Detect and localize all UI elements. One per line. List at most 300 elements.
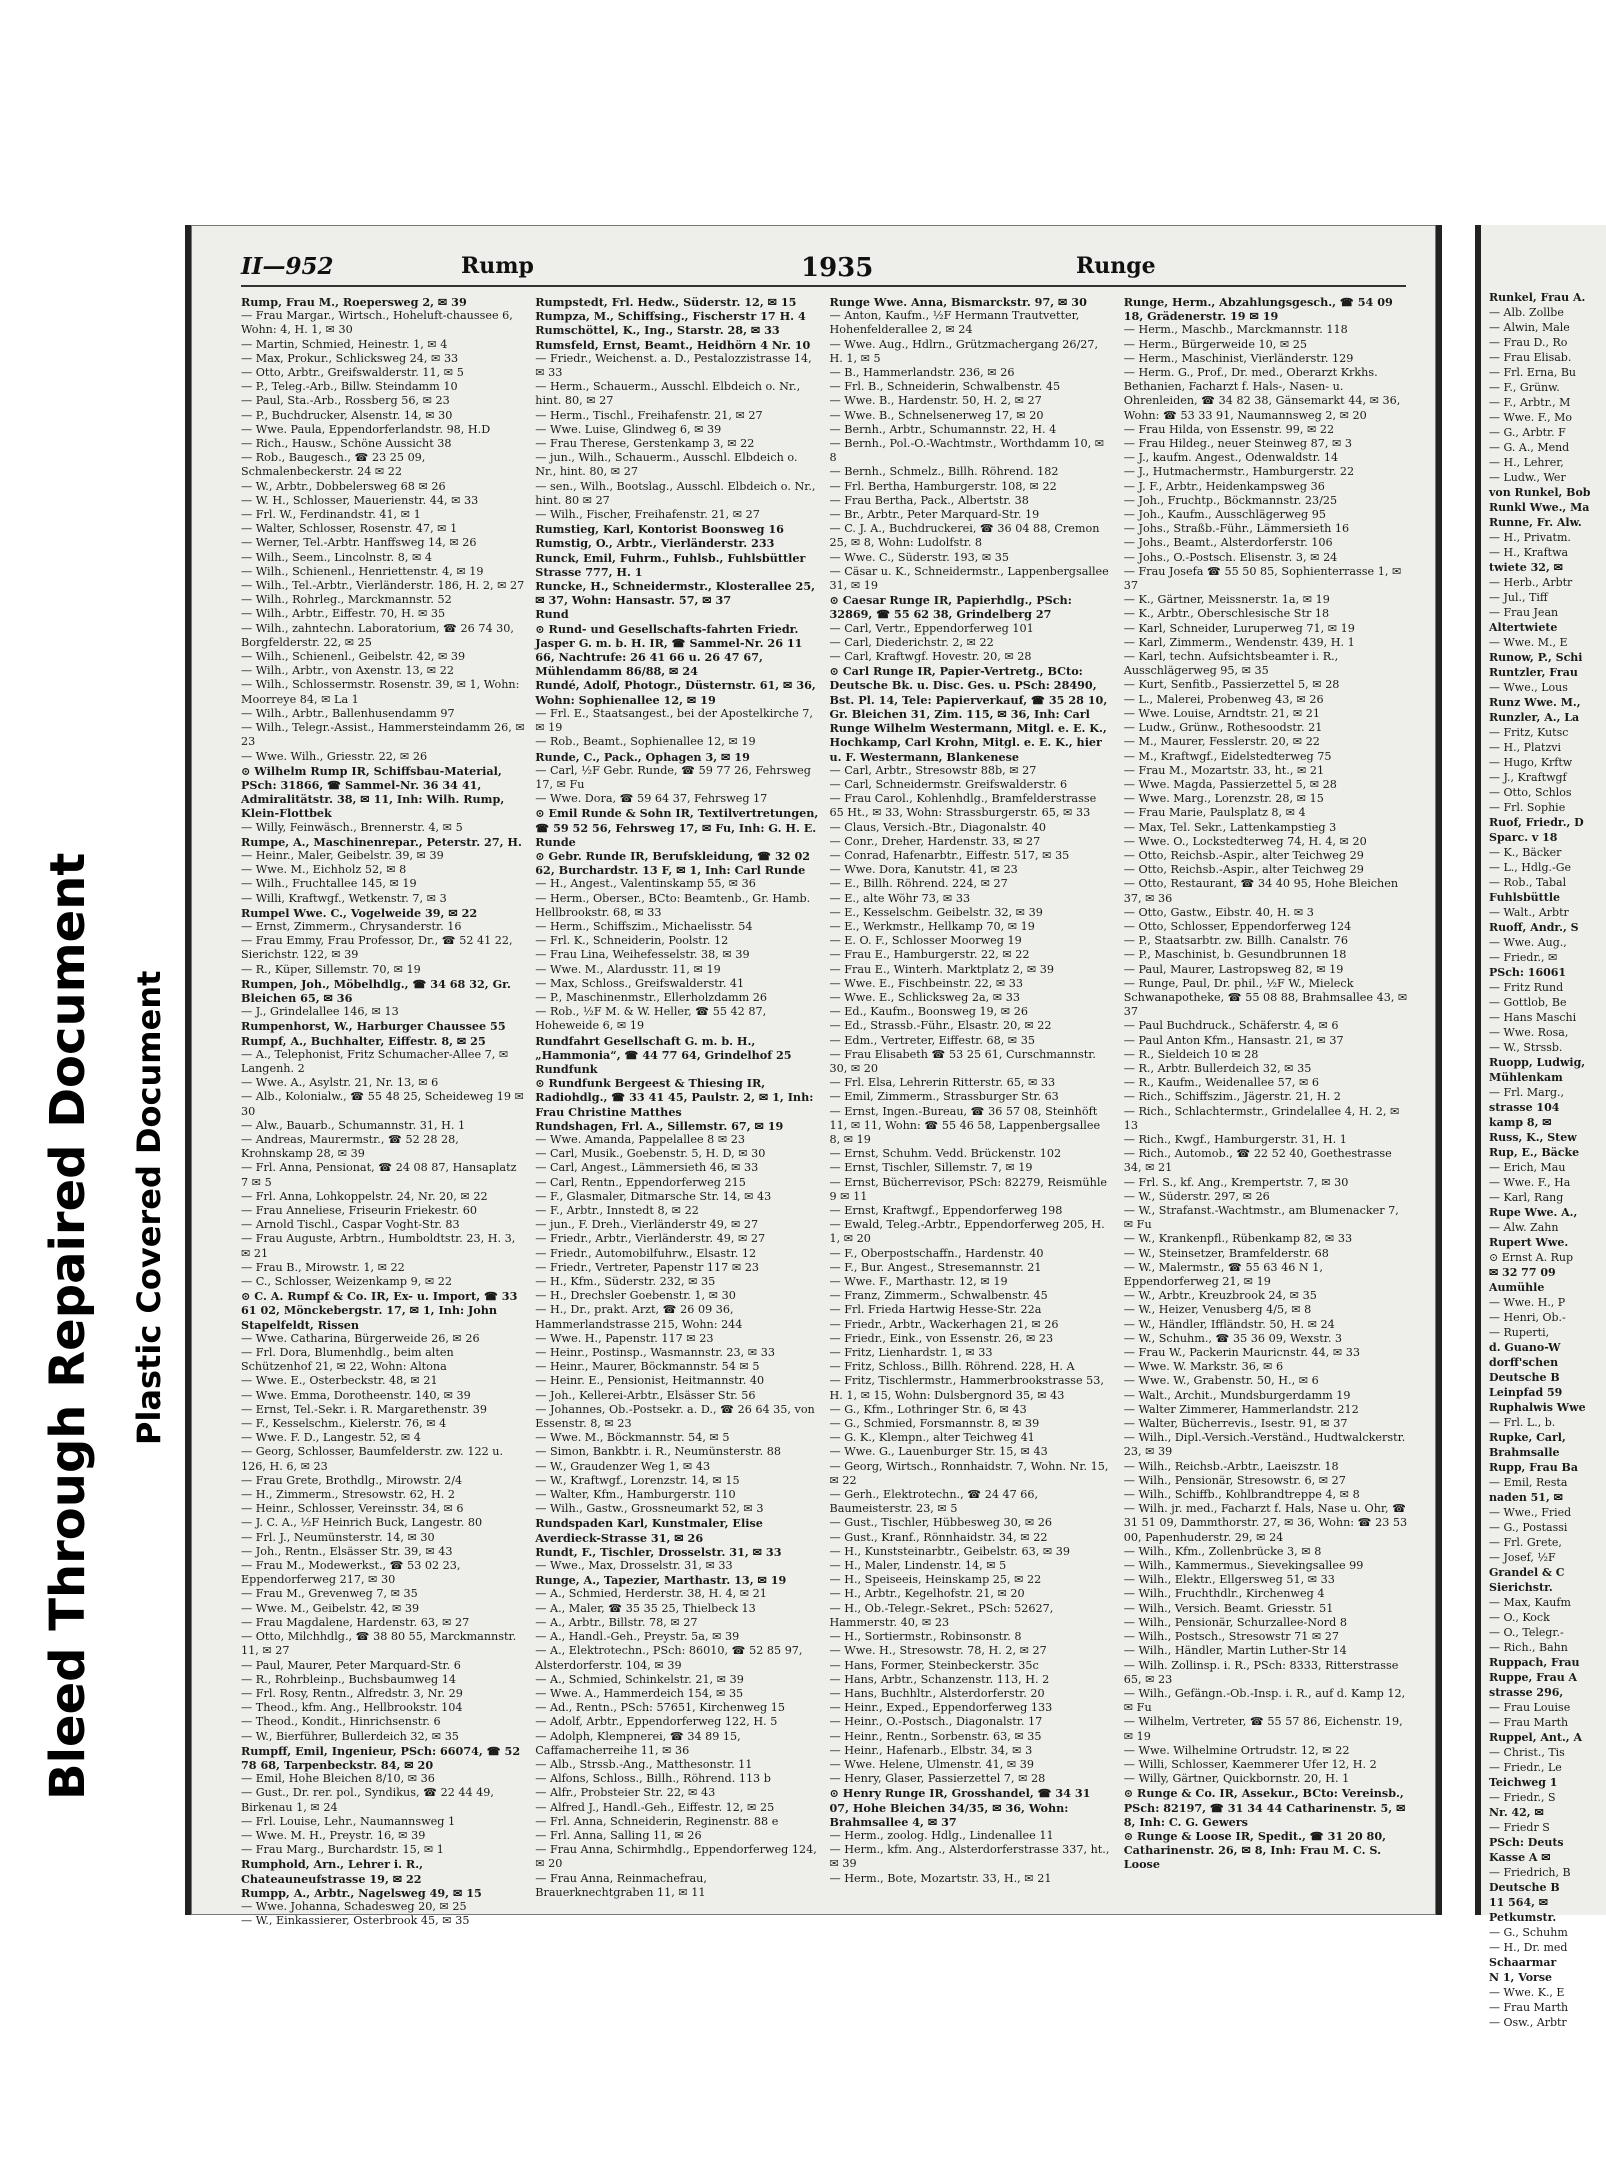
directory-entry: — Frl. Dora, Blumenhdlg., beim alten Schützenhof 21, ✉ 22, Wohn: Altona	[241, 1346, 454, 1374]
directory-entry: — Carl, Angest., Lämmersieth 46, ✉ 33	[535, 1161, 759, 1175]
directory-entry: — Wwe. B., Schnelsenerweg 17, ✉ 20	[829, 408, 1044, 422]
directory-entry: — Frau M., Mozartstr. 33, ht., ✉ 21	[1123, 763, 1325, 777]
directory-entry: — Paul, Sta.-Arb., Rossberg 56, ✉ 23	[241, 394, 450, 408]
directory-entry: — H., Maler, Lindenstr. 14, ✉ 5	[829, 1559, 1007, 1573]
header-year: 1935	[801, 253, 874, 283]
directory-entry: — Otto, Reichsb.-Aspir., alter Teichweg 29	[1123, 848, 1364, 862]
stamp-line-1: Bleed Through Repaired Document	[40, 852, 96, 1800]
directory-entry: — Frau Therese, Gerstenkamp 3, ✉ 22	[535, 437, 755, 451]
directory-entry: — R., Rohrbleinp., Buchsbaumweg 14	[241, 1672, 456, 1686]
directory-entry: — Max, Tel. Sekr., Lattenkampstieg 3	[1123, 820, 1337, 834]
directory-entry: — Wwe. A., Hammerdeich 154, ✉ 35	[535, 1686, 744, 1700]
directory-entry: — Wilh. Zollinsp. i. R., PSch: 8333, Ritterstrasse 65, ✉ 23	[1123, 1658, 1399, 1686]
directory-entry: — Wilh., Tel.-Arbtr., Vierländerstr. 186, H. 2, ✉ 27	[241, 579, 525, 593]
adjacent-entry: Rup, E., Bäcke	[1489, 1146, 1580, 1159]
adjacent-entry: — Wwe. K., E	[1489, 1986, 1565, 1999]
directory-entry: — P., Maschinenmstr., Ellerholzdamm 26	[535, 990, 768, 1004]
directory-entry: — Paul Buchdruck., Schäferstr. 4, ✉ 6	[1123, 1019, 1339, 1033]
directory-entry: — Arnold Tischl., Caspar Voght-Str. 83	[241, 1218, 460, 1232]
adjacent-entry: Runkel, Frau A.	[1489, 291, 1586, 304]
directory-entry: — Wwe. Aug., Hdlrn., Grützmachergang 26/27, H. 1, ✉ 5	[829, 337, 1099, 365]
directory-entry: — Andreas, Maurermstr., ☎ 52 28 28, Krohnskamp 28, ✉ 39	[241, 1132, 459, 1161]
directory-entry: — Walter Zimmerer, Hammerlandstr. 212	[1123, 1402, 1359, 1416]
directory-entry: — Carl, Kraftwgf. Hovestr. 20, ✉ 28	[829, 650, 1032, 664]
directory-entry: — Emil, Hohe Bleichen 8/10, ✉ 36	[241, 1772, 435, 1786]
directory-entry: — Rich., Hausw., Schöne Aussicht 38	[241, 437, 452, 451]
directory-entry: — Frau E., Winterh. Marktplatz 2, ✉ 39	[829, 962, 1054, 976]
directory-entry: Rundfahrt Gesellschaft G. m. b. H., „Hammonia“, ☎ 44 77 64, Grindelhof 25	[535, 1033, 792, 1062]
directory-entry: — M., Maurer, Fesslerstr. 20, ✉ 22	[1123, 735, 1320, 749]
directory-entry: — Werner, Tel.-Arbtr. Hanffsweg 14, ✉ 26	[241, 536, 477, 550]
directory-entry: — Frau Grete, Brothdlg., Mirowstr. 2/4	[241, 1473, 463, 1487]
adjacent-entry: — H., Kraftwa	[1489, 546, 1569, 559]
directory-entry: — Frl. Louise, Lehr., Naumannsweg 1	[241, 1814, 456, 1828]
adjacent-entry: Rupert Wwe.	[1489, 1236, 1569, 1249]
directory-entry: — Otto, Gastw., Eibstr. 40, H. ✉ 3	[1123, 905, 1314, 919]
directory-entry: — Frau Josefa ☎ 55 50 85, Sophienterrasse 1, ✉ 37	[1123, 564, 1402, 593]
directory-entry: — Wwe. Paula, Eppendorferlandstr. 98, H.D	[241, 422, 491, 436]
directory-entry: — R., Kaufm., Weidenallee 57, ✉ 6	[1123, 1076, 1320, 1090]
adjacent-entry: — Friedr., S	[1489, 1791, 1556, 1804]
adjacent-entry: strasse 296,	[1489, 1686, 1564, 1699]
directory-entry: — A., Maler, ☎ 35 35 25, Thielbeck 13	[535, 1601, 756, 1615]
directory-entry: — Wilh., Seem., Lincolnstr. 8, ✉ 4	[241, 550, 432, 564]
directory-entry: — Herm., Schiffszim., Michaelisstr. 54	[535, 919, 753, 933]
directory-entry: — Wwe. O., Lockstedterweg 74, H. 4, ✉ 20	[1123, 834, 1367, 848]
directory-entry: — Friedr., Arbtr., Wackerhagen 21, ✉ 26	[829, 1317, 1059, 1331]
directory-entry: — Otto, Restaurant, ☎ 34 40 95, Hohe Bleichen 37, ✉ 36	[1123, 877, 1399, 905]
directory-entry: — Heinr., Maurer, Böckmannstr. 54 ✉ 5	[535, 1360, 760, 1374]
adjacent-entry: ⊙ Ernst A. Rup	[1489, 1251, 1573, 1264]
directory-entry: — Wilh., Händler, Martin Luther-Str 14	[1123, 1644, 1347, 1658]
adjacent-entry: Runne, Fr. Alw.	[1489, 516, 1582, 529]
directory-entry: — W., Malermstr., ☎ 55 63 46 N 1, Eppendorferweg 21, ✉ 19	[1123, 1260, 1323, 1289]
directory-entry: ⊙ Henry Runge IR, Grosshandel, ☎ 34 31 07, Hohe Bleichen 34/35, ✉ 36, Wohn: Brahmsallee 4, ✉ 37	[829, 1786, 1091, 1829]
header-left-word: Rump	[461, 253, 534, 279]
directory-entry: — Rich., Automob., ☎ 22 52 40, Goethestrasse 34, ✉ 21	[1123, 1147, 1392, 1175]
directory-entry: — Frau Marg., Burchardstr. 15, ✉ 1	[241, 1843, 444, 1857]
adjacent-entry: — Herb., Arbtr	[1489, 576, 1573, 589]
directory-entry: — Friedr., Eink., von Essenstr. 26, ✉ 23	[829, 1331, 1054, 1345]
adjacent-entry: Rupke, Carl,	[1489, 1431, 1566, 1444]
adjacent-entry: — Friedr., ✉	[1489, 951, 1558, 964]
directory-entry: — W., Strafanst.-Wachtmstr., am Blumenacker 7, ✉ Fu	[1123, 1204, 1399, 1232]
directory-entry: — jun., Wilh., Schauerm., Ausschl. Elbdeich o. Nr., hint. 80, ✉ 27	[535, 451, 798, 479]
directory-entry: — Max, Prokur., Schlicksweg 24, ✉ 33	[241, 351, 459, 365]
adjacent-entry: — Frau Marth	[1489, 1716, 1569, 1729]
directory-entry: — Heinr., Exped., Eppendorferweg 133	[829, 1701, 1053, 1715]
directory-entry: — Frl. B., Schneiderin, Schwalbenstr. 45	[829, 380, 1061, 394]
directory-entry: — Wwe. Wilhelmine Ortrudstr. 12, ✉ 22	[1123, 1743, 1350, 1757]
directory-entry: — Wwe. A., Asylstr. 21, Nr. 13, ✉ 6	[241, 1076, 439, 1090]
adjacent-entry: — Ludw., Wer	[1489, 471, 1566, 484]
directory-entry: — Wilh., Schienenl., Henriettenstr. 4, ✉ 19	[241, 564, 484, 578]
adjacent-entry: Ruoff, Andr., S	[1489, 921, 1579, 934]
directory-entry: — Wilh., Telegr.-Assist., Hammersteindamm 26, ✉ 23	[241, 721, 525, 749]
directory-entry: — Walter, Bücherrevis., Isestr. 91, ✉ 37	[1123, 1417, 1348, 1431]
directory-entry: — G., Kfm., Lothringer Str. 6, ✉ 43	[829, 1402, 1027, 1416]
adjacent-entry: — Frau Louise	[1489, 1701, 1571, 1714]
directory-entry: — Heinr., Hafenarb., Elbstr. 34, ✉ 3	[829, 1743, 1033, 1757]
directory-entry: — Gust., Tischler, Hübbesweg 30, ✉ 26	[829, 1516, 1053, 1530]
directory-entry: Rumpp, A., Arbtr., Nagelsweg 49, ✉ 15	[241, 1885, 482, 1900]
directory-entry: — Paul, Maurer, Peter Marquard-Str. 6	[241, 1658, 461, 1672]
directory-entry: — Edm., Vertreter, Eiffestr. 68, ✉ 35	[829, 1033, 1035, 1047]
directory-entry: — Ad., Rentn., PSch: 57651, Kirchenweg 15	[535, 1701, 785, 1715]
directory-entry: — W., Einkassierer, Osterbrook 45, ✉ 35	[241, 1914, 470, 1928]
adjacent-entry: — Christ., Tis	[1489, 1746, 1565, 1759]
adjacent-entry: — Henri, Ob.-	[1489, 1311, 1566, 1324]
page-number: II—952	[241, 253, 334, 280]
directory-entry: — Ernst, Ingen.-Bureau, ☎ 36 57 08, Steinhöft 11, ✉ 11, Wohn: ☎ 55 46 58, Lappenbergsallee 8, ✉ 19	[829, 1104, 1101, 1146]
directory-entry: — Wilh., zahntechn. Laboratorium, ☎ 26 74 30, Borgfelderstr. 22, ✉ 25	[241, 621, 514, 649]
directory-entry: — Frau Elisabeth ☎ 53 25 61, Curschmannstr. 30, ✉ 20	[829, 1047, 1096, 1075]
page-header	[191, 253, 1436, 283]
directory-entry: — Frau Auguste, Arbtrn., Humboldtstr. 23, H. 3, ✉ 21	[241, 1232, 516, 1260]
adjacent-entry: — Gottlob, Be	[1489, 996, 1567, 1009]
directory-entry: Rumschöttel, K., Ing., Starstr. 28, ✉ 33	[535, 323, 780, 338]
directory-entry: — Rich., Schlachtermstr., Grindelallee 4, H. 2, ✉ 13	[1123, 1104, 1400, 1132]
adjacent-entry: PSch: 16061	[1489, 966, 1567, 979]
directory-entry: — Wilh., Gefängn.-Ob.-Insp. i. R., auf d. Kamp 12, ✉ Fu	[1123, 1686, 1406, 1715]
adjacent-entry: Rupp, Frau Ba	[1489, 1461, 1578, 1474]
adjacent-entry: — Alwin, Male	[1489, 321, 1570, 334]
adjacent-entry: — Osw., Arbtr	[1489, 2016, 1567, 2029]
adjacent-entry: Rupe Wwe. A.,	[1489, 1206, 1578, 1219]
column-4	[1124, 295, 1408, 1928]
adjacent-entry: — Max, Kaufm	[1489, 1596, 1571, 1609]
directory-entry: — R., Küper, Sillemstr. 70, ✉ 19	[241, 962, 421, 976]
adjacent-entry: d. Guano-W	[1489, 1341, 1561, 1354]
directory-entry: — A., Elektrotechn., PSch: 86010, ☎ 52 85 97, Alsterdorferstr. 104, ✉ 39	[535, 1644, 803, 1672]
directory-entry: — Frl. W., Ferdinandstr. 41, ✉ 1	[241, 508, 421, 522]
directory-entry: — H., Sortiermstr., Robinsonstr. 8	[829, 1630, 1022, 1644]
directory-entry: — W., Arbtr., Kreuzbrook 24, ✉ 35	[1123, 1289, 1317, 1303]
directory-entry: — Frau W., Packerin Mauricnstr. 44, ✉ 33	[1123, 1346, 1360, 1360]
directory-entry: Rumphold, Arn., Lehrer i. R., Chateauneufstrasse 19, ✉ 22	[241, 1857, 423, 1886]
directory-entry: — J. C. A., ½F Heinrich Buck, Langestr. 80	[241, 1516, 483, 1530]
directory-entry: — Frl. K., Schneiderin, Poolstr. 12	[535, 934, 729, 948]
directory-entry: — Friedr., Arbtr., Vierländerstr. 49, ✉ 27	[535, 1232, 766, 1246]
directory-entry: — Wwe. H., Stresowstr. 78, H. 2, ✉ 27	[829, 1644, 1047, 1658]
directory-entry: — Joh., Fruchtp., Böckmannstr. 23/25	[1123, 493, 1338, 507]
directory-entry: — Wwe. B., Hardenstr. 50, H. 2, ✉ 27	[829, 394, 1042, 408]
directory-entry: — Alfred J., Handl.-Geh., Eiffestr. 12, ✉ 25	[535, 1800, 775, 1814]
directory-entry: — Wwe. E., Fischbeinstr. 22, ✉ 33	[829, 976, 1023, 990]
adjacent-entry: N 1, Vorse	[1489, 1971, 1553, 1984]
directory-entry: — Martin, Schmied, Heinestr. 1, ✉ 4	[241, 337, 448, 351]
adjacent-entry: Mühlenkam	[1489, 1071, 1563, 1084]
directory-entry: — Joh., Rentn., Elsässer Str. 39, ✉ 43	[241, 1544, 453, 1558]
adjacent-entry: Aumühle	[1489, 1281, 1545, 1294]
directory-entry: — Willi, Kraftwgf., Wetkenstr. 7, ✉ 3	[241, 891, 447, 905]
adjacent-entry: Ruppach, Frau	[1489, 1656, 1580, 1669]
directory-entry: — Simon, Bankbtr. i. R., Neumünsterstr. 88	[535, 1445, 781, 1459]
directory-entry: — G., Schmied, Forsmannstr. 8, ✉ 39	[829, 1417, 1040, 1431]
directory-entry: — G. K., Klempn., alter Teichweg 41	[829, 1431, 1035, 1445]
directory-entry: — Frl. S., kf. Ang., Krempertstr. 7, ✉ 30	[1123, 1175, 1349, 1189]
directory-entry: — Karl, techn. Aufsichtsbeamter i. R., Ausschlägerweg 95, ✉ 35	[1123, 650, 1339, 678]
directory-entry: Rundspaden Karl, Kunstmaler, Elise Averdieck-Strasse 31, ✉ 26	[535, 1516, 763, 1545]
adjacent-entry: — K., Bäcker	[1489, 846, 1562, 859]
adjacent-entry: — Ruperti,	[1489, 1326, 1550, 1339]
directory-entry: — Herm., zoolog. Hdlg., Lindenallee 11	[829, 1828, 1054, 1842]
directory-entry: — Wwe. Luise, Glindweg 6, ✉ 39	[535, 422, 722, 436]
directory-entry: — Wwe. Catharina, Bürgerweide 26, ✉ 26	[241, 1331, 480, 1345]
directory-entry: — J., kaufm. Angest., Odenwaldstr. 14	[1123, 451, 1339, 465]
adjacent-entry: — Frl. Erna, Bu	[1489, 366, 1576, 379]
directory-entry: Runge Wwe. Anna, Bismarckstr. 97, ✉ 30	[829, 295, 1087, 309]
directory-entry: — P., Teleg.-Arb., Billw. Steindamm 10	[241, 380, 458, 394]
directory-entry: — K., Gärtner, Meissnerstr. 1a, ✉ 19	[1123, 593, 1330, 607]
adjacent-entry: — H., Platzvi	[1489, 741, 1562, 754]
directory-entry: — Wwe. E., Osterbeckstr. 48, ✉ 21	[241, 1374, 438, 1388]
directory-entry: — H., Angest., Valentinskamp 55, ✉ 36	[535, 877, 756, 891]
directory-entry: — Frl. Bertha, Hamburgerstr. 108, ✉ 22	[829, 479, 1057, 493]
directory-entry: — W., Steinsetzer, Bramfelderstr. 68	[1123, 1246, 1329, 1260]
directory-entry: — Johs., Beamt., Alsterdorferstr. 106	[1123, 536, 1333, 550]
adjacent-entry: kamp 8, ✉	[1489, 1116, 1552, 1129]
adjacent-entry: — G., Schuhm	[1489, 1926, 1568, 1939]
directory-entry: — Anton, Kaufm., ½F Hermann Trautvetter, Hohenfelderallee 2, ✉ 24	[829, 309, 1080, 337]
directory-entry: — Rich., Kwgf., Hamburgerstr. 31, H. 1	[1123, 1132, 1347, 1146]
adjacent-entry: Sparc. v 18	[1489, 831, 1558, 844]
directory-entry: Rumpff, Emil, Ingenieur, PSch: 66074, ☎ 52 78 68, Tarpenbeckstr. 84, ✉ 20	[241, 1743, 521, 1772]
directory-entry: — Fritz, Lienhardstr. 1, ✉ 33	[829, 1346, 993, 1360]
directory-entry: — Heinr. E., Pensionist, Heitmannstr. 40	[535, 1374, 765, 1388]
directory-entry: — Karl, Zimmerm., Wendenstr. 439, H. 1	[1123, 635, 1355, 649]
adjacent-entry: — Walt., Arbtr	[1489, 906, 1569, 919]
directory-entry: — Johs., O.-Postsch. Elisenstr. 3, ✉ 24	[1123, 550, 1338, 564]
directory-entry: — Frau Anna, Schirmhdlg., Eppendorferweg 124, ✉ 20	[535, 1843, 817, 1871]
directory-entry: — Frau B., Mirowstr. 1, ✉ 22	[241, 1260, 405, 1274]
directory-entry: — Emil, Zimmerm., Strassburger Str. 63	[829, 1090, 1059, 1104]
directory-entry: — Ernst, Schuhm. Vedd. Brückenstr. 102	[829, 1147, 1062, 1161]
directory-entry: — M., Kraftwgf., Eidelstedterweg 75	[1123, 749, 1332, 763]
directory-entry: — Ed., Kaufm., Boonsweg 19, ✉ 26	[829, 1005, 1028, 1019]
directory-entry: — J., Hutmachermstr., Hamburgerstr. 22	[1123, 465, 1355, 479]
adjacent-entry: — Friedr., Le	[1489, 1761, 1562, 1774]
directory-entry: — Wwe. C., Süderstr. 193, ✉ 35	[829, 550, 1009, 564]
directory-entry: — Johannes, Ob.-Postsekr. a. D., ☎ 26 64 35, von Essenstr. 8, ✉ 23	[535, 1402, 815, 1431]
directory-entry: — Frl. Anna, Lohkoppelstr. 24, Nr. 20, ✉ 22	[241, 1189, 488, 1203]
directory-entry: — H., Kfm., Süderstr. 232, ✉ 35	[535, 1275, 716, 1289]
directory-entry: — Heinr., Schlosser, Vereinsstr. 34, ✉ 6	[241, 1502, 464, 1516]
directory-entry: — W., Heizer, Venusberg 4/5, ✉ 8	[1123, 1303, 1312, 1317]
adjacent-entry: — Wwe., Lous	[1489, 681, 1568, 694]
directory-entry: — Ernst, Tel.-Sekr. i. R. Margarethenstr. 39	[241, 1402, 487, 1416]
directory-entry: — Walter, Kfm., Hamburgerstr. 110	[535, 1488, 736, 1502]
directory-entry: — Frl. J., Neumünsterstr. 14, ✉ 30	[241, 1530, 435, 1544]
directory-entry: — Wwe. Amanda, Pappelallee 8 ✉ 23	[535, 1132, 745, 1146]
directory-entry: — Carl, Musik., Goebenstr. 5, H. D, ✉ 30	[535, 1147, 766, 1161]
directory-entry: — Wilh., Versich. Beamt. Griesstr. 51	[1123, 1601, 1334, 1615]
directory-entry: — Friedr., Vertreter, Papenstr 117 ✉ 23	[535, 1260, 759, 1274]
directory-entry: — Frl. E., Staatsangest., bei der Apostelkirche 7, ✉ 19	[535, 706, 813, 735]
adjacent-entry: — F., Arbtr., M	[1489, 396, 1571, 409]
directory-entry: — Ernst, Kraftwgf., Eppendorferweg 198	[829, 1204, 1063, 1217]
directory-entry: — Wilh., Pensionär, Stresowstr. 6, ✉ 27	[1123, 1473, 1346, 1487]
directory-entry: — Carl, Vertr., Eppendorferweg 101	[829, 621, 1034, 635]
directory-entry: — Alfr., Probsteier Str. 22, ✉ 43	[535, 1786, 716, 1800]
adjacent-entry: 11 564, ✉	[1489, 1896, 1548, 1909]
adjacent-entry: — Wwe., Fried	[1489, 1506, 1572, 1519]
directory-entry: — J. F., Arbtr., Heidenkampsweg 36	[1123, 479, 1325, 493]
directory-entry: — Wwe. Helene, Ulmenstr. 41, ✉ 39	[829, 1757, 1034, 1771]
adjacent-entry: — Frau D., Ro	[1489, 336, 1568, 349]
adjacent-entry: strasse 104	[1489, 1101, 1560, 1114]
directory-entry: — Rob., ½F M. & W. Heller, ☎ 55 42 87, Hoheweide 6, ✉ 19	[535, 1005, 767, 1033]
directory-entry: — Wilh. jr. med., Facharzt f. Hals, Nase u. Ohr, ☎ 31 51 09, Dammthorstr. 27, ✉ 36, Wohn: ☎ 23 53 00, Papenhuderstr. 29, ✉ 24	[1123, 1502, 1408, 1544]
directory-entry: — H., Kunststeinarbtr., Geibelstr. 63, ✉ 39	[829, 1544, 1071, 1558]
directory-entry: Rumpza, M., Schiffsing., Fischerstr 17 H. 4	[535, 309, 806, 324]
directory-entry: — Wwe. Emma, Dorotheenstr. 140, ✉ 39	[241, 1388, 471, 1402]
directory-entry: — Wwe. Marg., Lorenzstr. 28, ✉ 15	[1123, 792, 1324, 806]
directory-entry: — Otto, Milchhdlg., ☎ 38 80 55, Marckmannstr. 11, ✉ 27	[241, 1630, 517, 1658]
adjacent-entry: Deutsche B	[1489, 1881, 1560, 1894]
adjacent-entry: Deutsche B	[1489, 1371, 1560, 1384]
adjacent-entry: — Fritz, Kutsc	[1489, 726, 1569, 739]
directory-entry: — W., Kraftwgf., Lorenzstr. 14, ✉ 15	[535, 1473, 740, 1487]
directory-entry: — Wwe. Dora, ☎ 59 64 37, Fehrsweg 17	[535, 792, 768, 806]
directory-entry: — Gerh., Elektrotechn., ☎ 24 47 66, Baumeisterstr. 23, ✉ 5	[829, 1488, 1039, 1516]
directory-entry: — F., Arbtr., Innstedt 8, ✉ 22	[535, 1204, 699, 1217]
directory-entry: — Alw., Bauarb., Schumannstr. 31, H. 1	[241, 1118, 466, 1132]
adjacent-entry: Brahmsalle	[1489, 1446, 1560, 1459]
adjacent-entry: — Rob., Tabal	[1489, 876, 1567, 889]
directory-entry: — E., Billh. Röhrend. 224, ✉ 27	[829, 877, 1008, 891]
directory-entry: — Frl. Anna, Schneiderin, Reginenstr. 88 e	[535, 1814, 779, 1828]
directory-entry: — Fritz, Schloss., Billh. Röhrend. 228, H. A	[829, 1360, 1075, 1374]
directory-entry: — Bernh., Pol.-O.-Wachtmstr., Worthdamm 10, ✉ 8	[829, 437, 1105, 465]
directory-entry: — Paul Anton Kfm., Hansastr. 21, ✉ 37	[1123, 1033, 1344, 1047]
adjacent-entry: Ruof, Friedr., D	[1489, 816, 1584, 829]
directory-entry: — Wilh., Arbtr., von Axenstr. 13, ✉ 22	[241, 664, 454, 678]
directory-entry: Rund	[535, 607, 569, 622]
directory-entry: — Wilh., Fruchtallee 145, ✉ 19	[241, 877, 417, 891]
column-2	[535, 295, 819, 1928]
directory-entry: — A., Arbtr., Billstr. 78, ✉ 27	[535, 1615, 698, 1629]
directory-columns	[241, 295, 1408, 1928]
directory-entry: — Ernst, Bücherrevisor, PSch: 82279, Reismühle 9 ✉ 11	[829, 1175, 1108, 1203]
directory-entry: — R., Sieldeich 10 ✉ 28	[1123, 1047, 1259, 1061]
directory-entry: Rundt, F., Tischler, Drosselstr. 31, ✉ 33	[535, 1544, 782, 1559]
adjacent-entry: — Frl. Marg.,	[1489, 1086, 1565, 1099]
directory-entry: — Henry, Glaser, Passierzettel 7, ✉ 28	[829, 1772, 1046, 1786]
directory-entry: Rumpstedt, Frl. Hedw., Süderstr. 12, ✉ 15	[535, 295, 797, 309]
directory-entry: — Alfons, Schloss., Billh., Röhrend. 113 b	[535, 1772, 771, 1786]
directory-entry: — K., Arbtr., Oberschlesische Str 18	[1123, 607, 1330, 621]
directory-entry: — A., Telephonist, Fritz Schumacher-Allee 7, ✉ Langenh. 2	[241, 1047, 509, 1075]
directory-entry: — Wwe. M., Böckmannstr. 54, ✉ 5	[535, 1431, 730, 1445]
directory-entry: — Wilh., Schiffb., Kohlbrandtreppe 4, ✉ 8	[1123, 1488, 1360, 1502]
directory-entry: — W., Schuhm., ☎ 35 36 09, Wexstr. 3	[1123, 1331, 1343, 1345]
directory-entry: — Georg, Wirtsch., Ronnhaidstr. 7, Wohn. Nr. 15, ✉ 22	[829, 1459, 1109, 1487]
directory-entry: — Frl. Anna, Salling 11, ✉ 26	[535, 1828, 702, 1842]
directory-entry: — E., Kesselschm. Geibelstr. 32, ✉ 39	[829, 905, 1043, 919]
directory-entry: — W., Graudenzer Weg 1, ✉ 43	[535, 1459, 711, 1473]
directory-entry: — Wilh., Elektr., Ellgersweg 51, ✉ 33	[1123, 1573, 1335, 1587]
adjacent-entry: — Wwe. F., Mo	[1489, 411, 1573, 424]
adjacent-entry: — W., Strssb.	[1489, 1041, 1563, 1054]
directory-entry: — Heinr., Maler, Geibelstr. 39, ✉ 39	[241, 848, 444, 862]
directory-entry: — Joh., Kellerei-Arbtr., Elsässer Str. 56	[535, 1388, 756, 1402]
directory-entry: — Herm., Tischl., Freihafenstr. 21, ✉ 27	[535, 408, 763, 422]
header-rule	[241, 285, 1406, 287]
adjacent-entry: Leinpfad 59	[1489, 1386, 1563, 1399]
adjacent-entry: — Alb. Zollbe	[1489, 306, 1564, 319]
directory-entry: — Frau M., Modewerkst., ☎ 53 02 23, Eppendorferweg 217, ✉ 30	[241, 1559, 461, 1587]
adjacent-entry: Sierichstr.	[1489, 1581, 1553, 1594]
directory-entry: ⊙ Gebr. Runde IR, Berufskleidung, ☎ 32 02 62, Burchardstr. 13 F, ✉ 1, Inh: Carl Runde	[535, 848, 811, 878]
adjacent-entry: — Wwe. Rosa,	[1489, 1026, 1569, 1039]
directory-entry: — Wilhelm, Vertreter, ☎ 55 57 86, Eichenstr. 19, ✉ 19	[1123, 1715, 1403, 1743]
adjacent-entry: Runtzler, Frau	[1489, 666, 1578, 679]
directory-entry: — Frau M., Grevenweg 7, ✉ 35	[241, 1587, 418, 1601]
directory-entry: — E., alte Wöhr 73, ✉ 33	[829, 891, 971, 905]
adjacent-entry: — Frau Jean	[1489, 606, 1559, 619]
directory-entry: Rump, Frau M., Roepersweg 2, ✉ 39	[241, 295, 467, 309]
directory-entry: — Friedr., Automobilfuhrw., Elsastr. 12	[535, 1246, 757, 1260]
adjacent-entry: — Frl. Grete,	[1489, 1536, 1562, 1549]
directory-entry: — Fritz, Tischlermstr., Hammerbrookstrasse 53, H. 1, ✉ 15, Wohn: Dulsbergnord 35, ✉ 43	[829, 1374, 1104, 1402]
directory-entry: — H., Speiseeis, Heinskamp 25, ✉ 22	[829, 1573, 1042, 1587]
directory-entry: — Wilh., Arbtr., Eiffestr. 70, H. ✉ 35	[241, 607, 446, 621]
directory-entry: — Heinr., O.-Postsch., Diagonalstr. 17	[829, 1715, 1043, 1729]
adjacent-entry: Schaarmar	[1489, 1956, 1557, 1969]
directory-entry: — P., Buchdrucker, Alsenstr. 14, ✉ 30	[241, 408, 453, 422]
directory-entry: — Wwe., Max, Drosselstr. 31, ✉ 33	[535, 1559, 733, 1573]
directory-entry: — W., Krankenpfl., Rübenkamp 82, ✉ 33	[1123, 1232, 1353, 1246]
adjacent-entry: Ruphalwis Wwe	[1489, 1401, 1586, 1414]
adjacent-entry: Runzler, A., La	[1489, 711, 1580, 724]
directory-entry: Rundé, Adolf, Photogr., Düsternstr. 61, ✉ 36, Wohn: Sophienallee 12, ✉ 19	[535, 678, 816, 707]
adjacent-entry: — J., Kraftwgf	[1489, 771, 1567, 784]
adjacent-entry: Teichweg 1	[1489, 1776, 1558, 1789]
directory-entry: — Frau Emmy, Frau Professor, Dr., ☎ 52 41 22, Sierichstr. 122, ✉ 39	[241, 934, 513, 962]
directory-entry: — Carl, Rentn., Eppendorferweg 215	[535, 1175, 746, 1189]
directory-entry: — P., Staatsarbtr. zw. Billh. Canalstr. 76	[1123, 934, 1348, 948]
directory-entry: — Runge, Paul, Dr. phil., ½F W., Mieleck Schwanapotheke, ☎ 55 08 88, Brahmsallee 43, ✉ 37	[1123, 976, 1408, 1019]
directory-entry: — Carl, Arbtr., Stresowstr 88b, ✉ 27	[829, 763, 1037, 777]
directory-entry: — L., Malerei, Probenweg 43, ✉ 26	[1123, 692, 1324, 706]
directory-entry: — Conr., Dreher, Hardenstr. 33, ✉ 27	[829, 834, 1041, 848]
directory-entry: — F., Oberpostschaffn., Hardenstr. 40	[829, 1246, 1044, 1260]
directory-entry: — Frl. Elsa, Lehrerin Ritterstr. 65, ✉ 33	[829, 1076, 1056, 1090]
directory-entry: — Theod., Kondit., Hinrichsenstr. 6	[241, 1715, 441, 1729]
adjacent-entry: — Wwe. H., P	[1489, 1296, 1566, 1309]
directory-entry: — Wilh., Pensionär, Schurzallee-Nord 8	[1123, 1615, 1347, 1629]
directory-entry: — Ewald, Teleg.-Arbtr., Eppendorferweg 205, H. 1, ✉ 20	[829, 1218, 1105, 1246]
directory-entry: — W., Arbtr., Dobbelersweg 68 ✉ 26	[241, 479, 446, 493]
directory-entry: — Frau Magdalene, Hardenstr. 63, ✉ 27	[241, 1615, 470, 1629]
adjacent-entry: — Wwe. Aug.,	[1489, 936, 1567, 949]
directory-entry: Rumstieg, Karl, Kontorist Boonsweg 16	[535, 522, 784, 537]
directory-entry: — Frl. Anna, Pensionat, ☎ 24 08 87, Hansaplatz 7 ✉ 5	[241, 1161, 517, 1189]
directory-entry: — A., Schmied, Herderstr. 38, H. 4, ✉ 21	[535, 1587, 767, 1601]
directory-entry: — Carl, Diederichstr. 2, ✉ 22	[829, 635, 994, 649]
directory-entry: — Wwe. E., Schlicksweg 2a, ✉ 33	[829, 990, 1020, 1004]
directory-entry: — Wwe. M. H., Preystr. 16, ✉ 39	[241, 1828, 426, 1842]
directory-entry: — Wwe. M., Eichholz 52, ✉ 8	[241, 863, 407, 877]
directory-entry: — Gust., Kranf., Rönnhaidstr. 34, ✉ 22	[829, 1530, 1048, 1544]
directory-entry: — W. H., Schlosser, Mauerienstr. 44, ✉ 33	[241, 493, 479, 507]
adjacent-entry: — Rich., Bahn	[1489, 1641, 1568, 1654]
directory-entry: Runge, Herm., Abzahlungsgesch., ☎ 54 09 18, Grädenerstr. 19 ✉ 19	[1123, 295, 1393, 324]
directory-entry: — Rich., Schiffszim., Jägerstr. 21, H. 2	[1123, 1090, 1341, 1104]
directory-entry: — Wilh., Arbtr., Ballenhusendamm 97	[241, 706, 455, 720]
directory-entry: — Frau Hildeg., neuer Steinweg 87, ✉ 3	[1123, 437, 1352, 451]
